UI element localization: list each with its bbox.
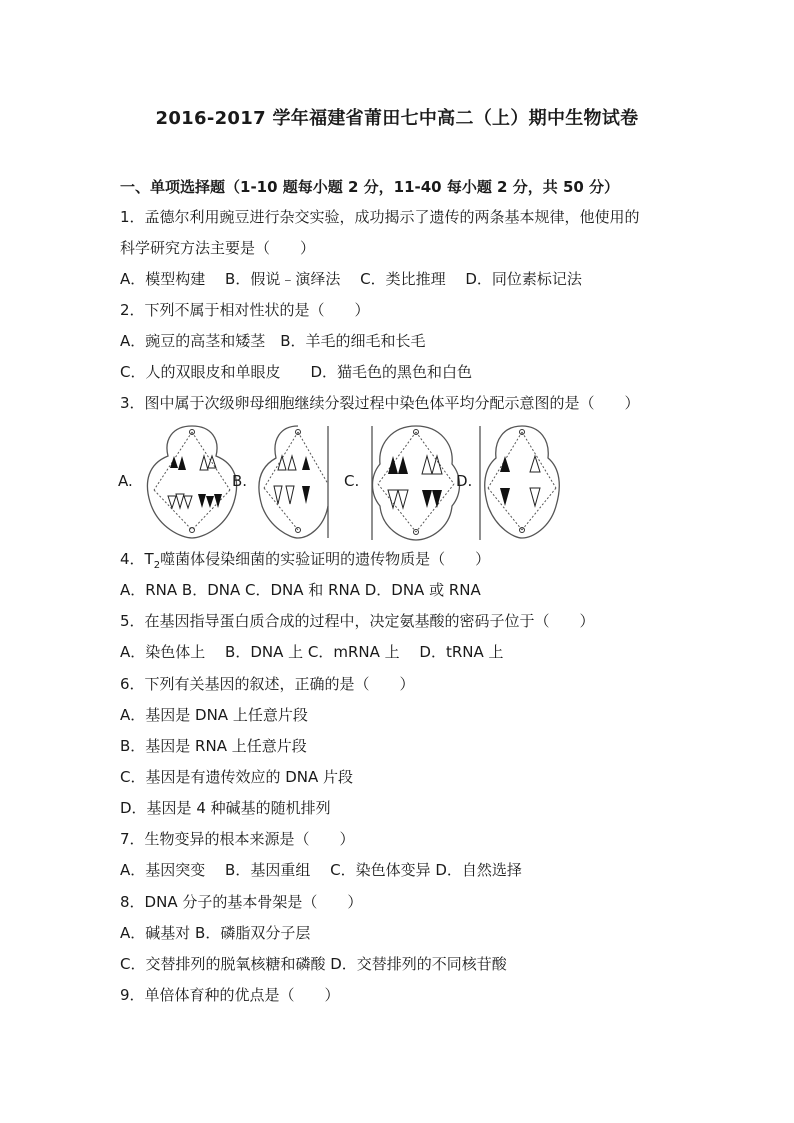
figure-label-d: D. [456,472,473,490]
q2-options-cd: C．人的双眼皮和单眼皮 D．猫毛色的黑色和白色 [120,363,473,381]
q4-stem [120,549,490,576]
q5-stem: 5．在基因指导蛋白质合成的过程中，决定氨基酸的密码子位于（ ） [120,612,595,630]
q4-stem-prefix: 4．T [120,550,154,568]
q6-stem: 6．下列有关基因的叙述，正确的是（ ） [120,675,415,693]
q1-stem-cont: 科学研究方法主要是（ ） [120,239,316,257]
figure-b-cell-division [254,424,354,542]
q1-options: A．模型构建 B．假说﹣演绎法 C．类比推理 D．同位素标记法 [120,270,582,288]
figure-c-cell-division [366,424,466,542]
section-heading: 一、单项选择题（1-10 题每小题 2 分，11-40 每小题 2 分，共 50 分） [120,178,620,196]
q7-options: A．基因突变 B．基因重组 C．染色体变异 D．自然选择 [120,861,522,879]
figure-a-cell-division [142,424,242,542]
q3-stem: 3．图中属于次级卵母细胞继续分裂过程中染色体平均分配示意图的是（ ） [120,394,640,412]
q6-option-c: C．基因是有遗传效应的 DNA 片段 [120,768,354,786]
q4-stem-text: 噬菌体侵染细菌的实验证明的遗传物质是（ ） [160,550,491,568]
q3-figure-row [118,424,568,542]
q4-stem-subscript: 2 [153,560,161,571]
q1-stem: 1．孟德尔利用豌豆进行杂交实验，成功揭示了遗传的两条基本规律，他使用的 [120,208,640,226]
q8-options-cd: C．交替排列的脱氧核糖和磷酸 D．交替排列的不同核苷酸 [120,955,507,973]
q2-stem: 2．下列不属于相对性状的是（ ） [120,301,370,319]
q2-options-ab: A．豌豆的高茎和矮茎 B．羊毛的细毛和长毛 [120,332,426,350]
q5-options: A．染色体上 B．DNA 上 C．mRNA 上 D．tRNA 上 [120,643,504,661]
q4-options: A．RNA B．DNA C．DNA 和 RNA D．DNA 或 RNA [120,581,481,599]
page-title: 2016-2017 学年福建省莆田七中高二（上）期中生物试卷 [155,108,639,129]
q6-option-d: D．基因是 4 种碱基的随机排列 [120,799,331,817]
figure-label-a: A. [118,472,133,490]
figure-label-b: B. [232,472,248,490]
q6-option-a: A．基因是 DNA 上任意片段 [120,706,308,724]
q8-stem: 8．DNA 分子的基本骨架是（ ） [120,893,363,911]
figure-label-c: C. [344,472,360,490]
q6-option-b: B．基因是 RNA 上任意片段 [120,737,307,755]
figure-d-cell-division [478,424,568,542]
q8-options-ab: A．碱基对 B．磷脂双分子层 [120,924,311,942]
q9-stem: 9．单倍体育种的优点是（ ） [120,986,340,1004]
q7-stem: 7．生物变异的根本来源是（ ） [120,830,355,848]
